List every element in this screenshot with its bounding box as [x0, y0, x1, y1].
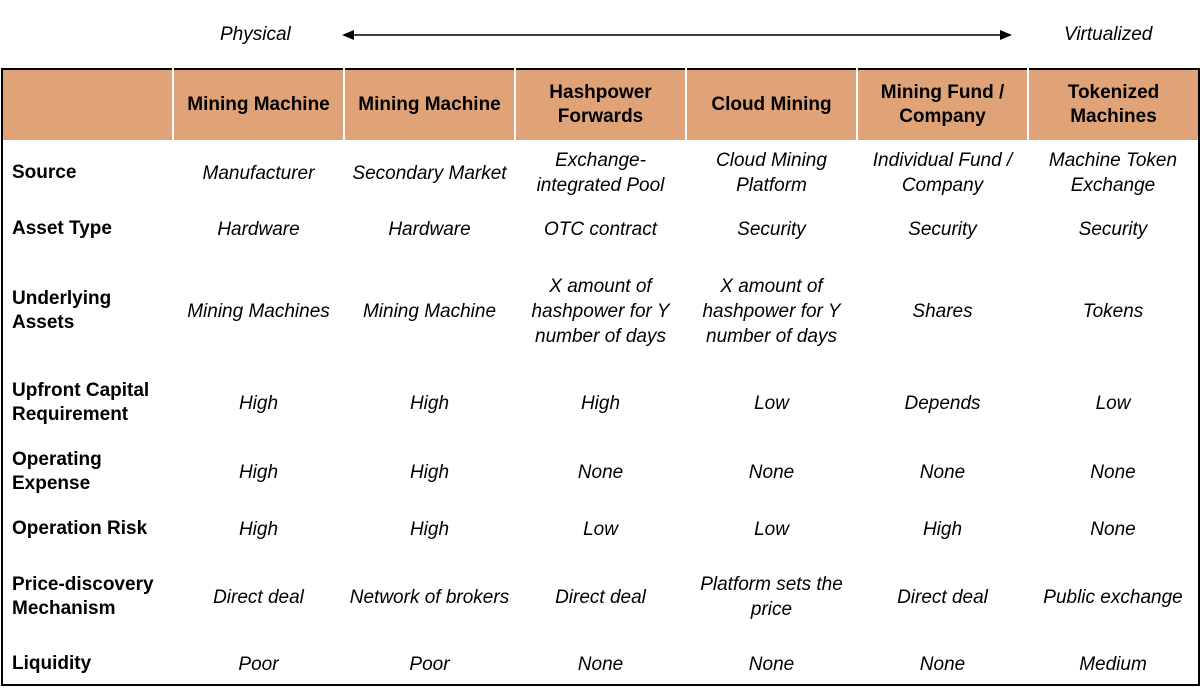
table-cell: Cloud Mining Platform	[716, 150, 827, 196]
table-cell: Hardware	[217, 218, 300, 240]
table-cell: High	[922, 518, 963, 540]
header-mining-fund-company: Mining Fund / Company	[857, 69, 1028, 140]
table-row	[2, 252, 1199, 370]
table-cell: Direct deal	[555, 586, 646, 608]
table-cell: High	[238, 392, 279, 414]
row-label-price-discovery: Price-discovery Mechanism	[12, 574, 154, 619]
table-cell: Individual Fund / Company	[872, 150, 1013, 196]
row-label-asset-type: Asset Type	[12, 218, 112, 239]
table-cell: Hardware	[388, 218, 471, 240]
header-corner	[2, 69, 173, 140]
row-label-upfront-capital: Upfront Capital Requirement	[12, 380, 150, 425]
table-cell: High	[238, 461, 279, 483]
table-cell: Security	[737, 218, 806, 240]
row-label-underlying-assets: Underlying Assets	[12, 288, 112, 333]
row-label-source: Source	[12, 162, 77, 183]
table-row	[2, 550, 1199, 644]
table-cell: Exchange-integrated Pool	[536, 150, 665, 196]
row-label-operation-risk: Operation Risk	[12, 518, 148, 539]
table-cell: Poor	[238, 653, 279, 675]
table-cell: High	[409, 461, 450, 483]
table-cell: Low	[583, 518, 618, 540]
table-cell: None	[577, 653, 624, 675]
table-cell: None	[1090, 461, 1136, 483]
table-cell: Network of brokers	[349, 586, 510, 608]
mining-options-comparison-table	[1, 68, 1200, 686]
table-cell: Tokens	[1082, 300, 1144, 322]
table-row	[2, 508, 1199, 550]
table-row	[2, 436, 1199, 508]
table-cell: Direct deal	[897, 586, 988, 608]
table-cell: Low	[1095, 392, 1131, 414]
table-cell: OTC contract	[544, 218, 657, 240]
table-row	[2, 370, 1199, 436]
table-cell: Poor	[409, 653, 450, 675]
table-cell: None	[577, 461, 624, 483]
table-row	[2, 206, 1199, 252]
table-cell: Manufacturer	[202, 162, 315, 184]
table-cell: Direct deal	[213, 586, 304, 608]
header-mining-machine-new: Mining Machine	[173, 69, 344, 140]
table-cell: Low	[754, 392, 789, 414]
table-cell: None	[748, 461, 795, 483]
table-cell: High	[580, 392, 621, 414]
table-cell: Security	[1078, 218, 1148, 240]
table-cell: None	[919, 461, 966, 483]
table-cell: Mining Machines	[187, 300, 330, 322]
double-arrow-icon	[342, 28, 1012, 42]
table-cell: Mining Machine	[362, 300, 497, 322]
spectrum-left-label: Physical	[220, 24, 291, 45]
table-cell: Low	[754, 518, 789, 540]
table-cell: High	[409, 392, 450, 414]
table-row	[2, 140, 1199, 206]
table-cell: Secondary Market	[352, 162, 507, 184]
table-cell: High	[409, 518, 450, 540]
table-cell: Shares	[912, 300, 973, 322]
table-cell: Platform sets the price	[700, 574, 843, 620]
header-row	[2, 69, 1199, 140]
table-cell: X amount of hashpower for Y number of days	[702, 275, 841, 347]
table-cell: Machine Token Exchange	[1048, 150, 1178, 196]
table-cell: Medium	[1079, 653, 1147, 675]
table-cell: Depends	[904, 392, 981, 414]
header-cloud-mining: Cloud Mining	[686, 69, 857, 140]
table-cell: None	[748, 653, 795, 675]
table-cell: None	[1090, 518, 1136, 540]
header-hashpower-forwards: Hashpower Forwards	[515, 69, 686, 140]
physical-virtualized-spectrum	[0, 0, 1200, 68]
table-cell: Public exchange	[1043, 586, 1183, 608]
spectrum-right-label: Virtualized	[1064, 24, 1153, 45]
table-cell: None	[919, 653, 966, 675]
row-label-liquidity: Liquidity	[12, 653, 92, 674]
table-cell: Security	[908, 218, 977, 240]
table-cell: X amount of hashpower for Y number of days	[531, 275, 670, 347]
table-row	[2, 644, 1199, 685]
header-tokenized-machines: Tokenized Machines	[1028, 69, 1199, 140]
table-cell: High	[238, 518, 279, 540]
header-mining-machine-secondary: Mining Machine	[344, 69, 515, 140]
row-label-operating-expense: Operating Expense	[12, 449, 102, 494]
